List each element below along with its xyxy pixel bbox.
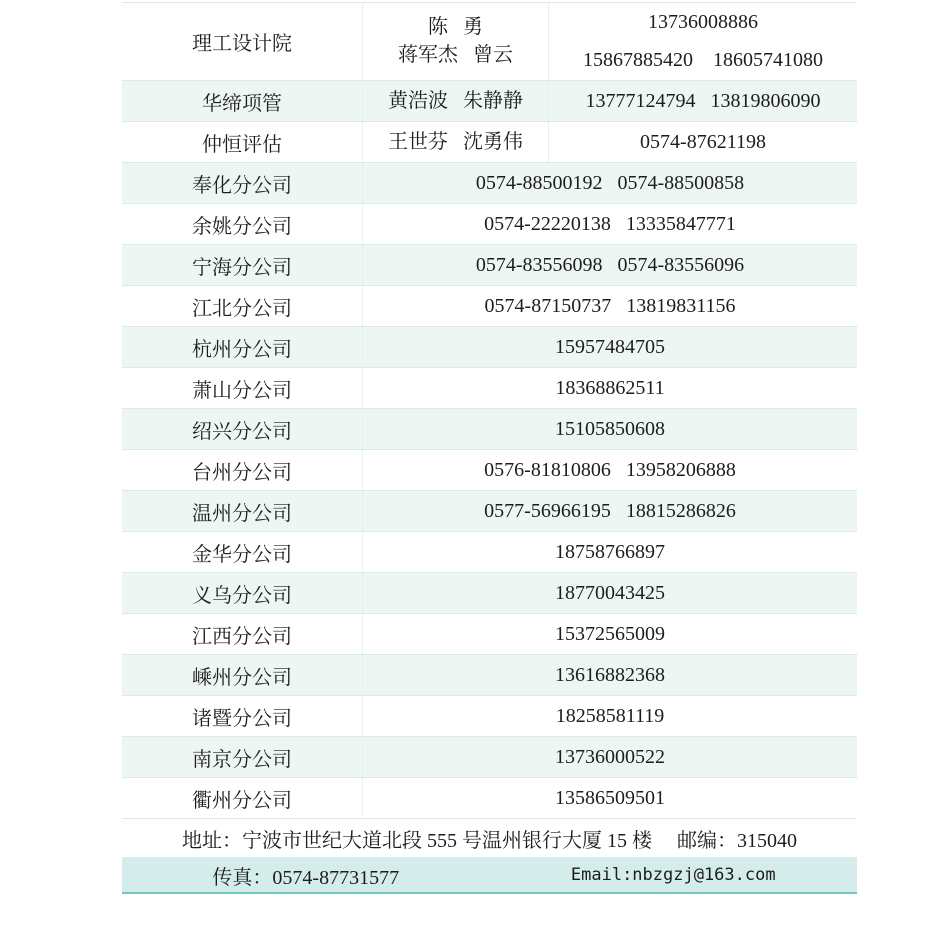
branch-name-cell: 衢州分公司 bbox=[192, 789, 292, 812]
branch-row bbox=[122, 696, 857, 737]
branch-phone-cell: 13736000522 bbox=[362, 737, 857, 777]
branch-row bbox=[122, 532, 857, 573]
branch-name-cell: 南京分公司 bbox=[192, 748, 292, 771]
branch-name-cell: 奉化分公司 bbox=[192, 174, 292, 197]
branch-name-cell: 江西分公司 bbox=[192, 625, 292, 648]
branch-phone-cell: 0574-22220138 13335847771 bbox=[362, 204, 857, 244]
branch-name-cell: 余姚分公司 bbox=[192, 215, 292, 238]
org-cell: 华缔项管 bbox=[202, 92, 282, 115]
branch-phone-cell: 0577-56966195 18815286826 bbox=[362, 491, 857, 531]
branch-name-cell: 诸暨分公司 bbox=[192, 707, 292, 730]
org-cell: 理工设计院 bbox=[192, 33, 292, 55]
branch-phone-cell: 0576-81810806 13958206888 bbox=[362, 450, 857, 490]
branch-row bbox=[122, 614, 857, 655]
branch-rows-mount bbox=[122, 163, 857, 819]
branch-row bbox=[122, 409, 857, 450]
branch-phone-cell: 0574-88500192 0574-88500858 bbox=[362, 163, 857, 203]
phone-line: 13777124794 13819806090 bbox=[585, 89, 821, 112]
branch-phone-cell: 13616882368 bbox=[362, 655, 857, 695]
branch-row bbox=[122, 573, 857, 614]
contact-row bbox=[122, 3, 857, 81]
branch-phone-cell: 0574-83556098 0574-83556096 bbox=[362, 245, 857, 285]
address-text: 地址：宁波市世纪大道北段 555 号温州银行大厦 15 楼 邮编：315040 bbox=[182, 829, 797, 852]
branch-row bbox=[122, 368, 857, 409]
branch-row bbox=[122, 491, 857, 532]
names-cell bbox=[362, 122, 549, 162]
branch-phone-cell: 18368862511 bbox=[362, 368, 857, 408]
contact-rows-mount bbox=[122, 3, 857, 163]
address-row bbox=[122, 819, 857, 858]
branch-phone-cell: 15957484705 bbox=[362, 327, 857, 367]
branch-phone-cell: 18258581119 bbox=[362, 696, 857, 736]
branch-name-cell: 义乌分公司 bbox=[192, 584, 292, 607]
branch-phone-cell: 15372565009 bbox=[362, 614, 857, 654]
name-line: 黄浩波 朱静静 bbox=[388, 89, 523, 112]
email-text: Email:nbzgzj@163.com bbox=[570, 865, 776, 885]
branch-phone-cell: 0574-87150737 13819831156 bbox=[362, 286, 857, 326]
branch-name-cell: 杭州分公司 bbox=[192, 338, 292, 361]
name-line: 陈 勇 bbox=[428, 16, 483, 38]
branch-phone-cell: 15105850608 bbox=[362, 409, 857, 449]
phones-cell bbox=[549, 81, 857, 121]
branch-row bbox=[122, 737, 857, 778]
branch-row bbox=[122, 778, 857, 819]
branch-name-cell: 绍兴分公司 bbox=[192, 420, 292, 443]
branch-phone-cell: 18770043425 bbox=[362, 573, 857, 613]
contact-row bbox=[122, 122, 857, 163]
phone-line: 15867885420 18605741080 bbox=[583, 49, 823, 71]
names-cell bbox=[362, 3, 549, 80]
branch-phone-cell: 13586509501 bbox=[362, 778, 857, 818]
names-cell bbox=[362, 81, 549, 121]
branch-name-cell: 江北分公司 bbox=[192, 297, 292, 320]
phones-cell bbox=[549, 122, 857, 162]
phone-line: 13736008886 bbox=[648, 11, 758, 33]
branch-name-cell: 嵊州分公司 bbox=[192, 666, 292, 689]
branch-name-cell: 宁海分公司 bbox=[192, 256, 292, 279]
fax-text: 传真：0574-87731577 bbox=[212, 866, 400, 889]
branch-row bbox=[122, 204, 857, 245]
contact-directory-table bbox=[122, 2, 857, 894]
footer-band-row bbox=[122, 858, 857, 892]
phone-line: 0574-87621198 bbox=[640, 130, 766, 153]
branch-row bbox=[122, 327, 857, 368]
branch-row bbox=[122, 450, 857, 491]
contact-row bbox=[122, 81, 857, 122]
branch-name-cell: 金华分公司 bbox=[192, 543, 292, 566]
name-line: 蒋军杰 曾云 bbox=[398, 44, 513, 66]
org-cell: 仲恒评估 bbox=[202, 133, 282, 156]
phones-cell bbox=[549, 3, 857, 80]
branch-name-cell: 台州分公司 bbox=[192, 461, 292, 484]
branch-row bbox=[122, 245, 857, 286]
branch-row bbox=[122, 655, 857, 696]
branch-phone-cell: 18758766897 bbox=[362, 532, 857, 572]
branch-name-cell: 温州分公司 bbox=[192, 502, 292, 525]
branch-name-cell: 萧山分公司 bbox=[192, 379, 292, 402]
branch-row bbox=[122, 163, 857, 204]
branch-row bbox=[122, 286, 857, 327]
name-line: 王世芬 沈勇伟 bbox=[388, 130, 523, 153]
